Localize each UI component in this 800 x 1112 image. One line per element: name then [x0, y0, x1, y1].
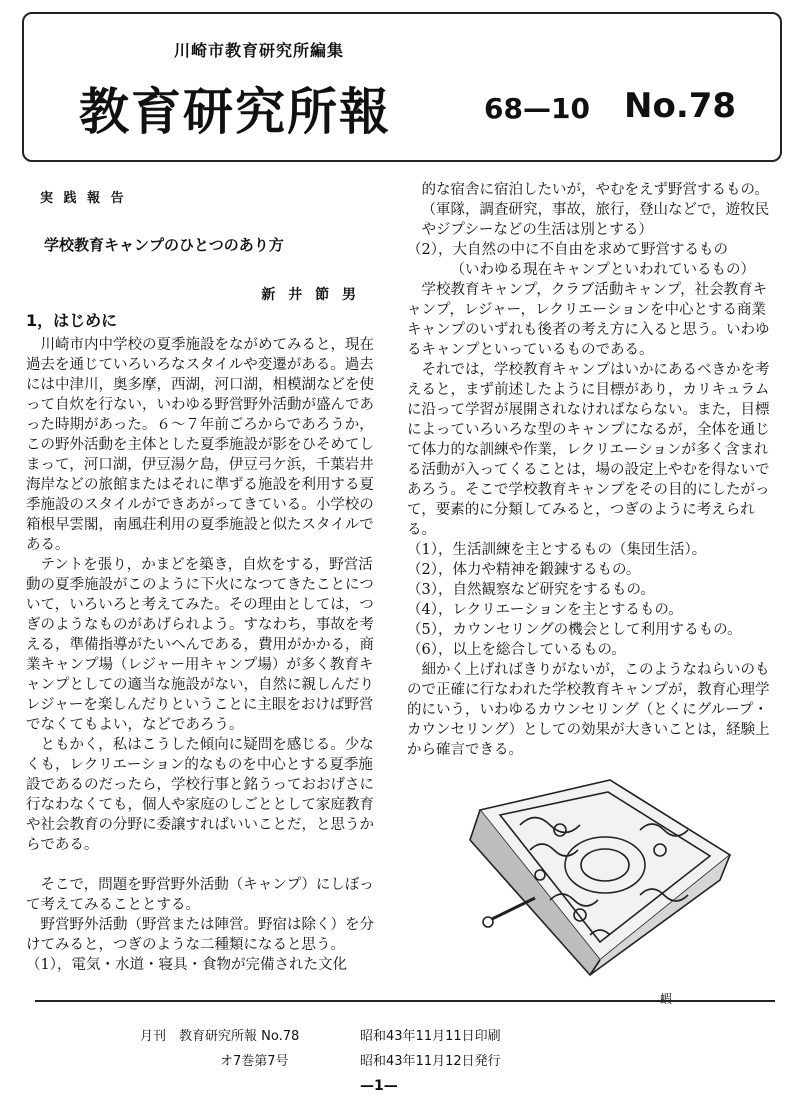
list-item: （1），電気・水道・寝具・食物が完備された文化 — [26, 957, 347, 973]
footer-print-date: 昭和43年11月11日印刷 — [360, 1029, 501, 1044]
paragraph: ともかく，私はこうした傾向に疑問を感じる。少なくも，レクリエーション的なものを中心とする夏季施設であるのだったら，学校行事と銘うっておおげさに行なわなくても，個人や家庭のしごととして家庭教育や社会教育の分野に委譲すればいいことだ，と思うからである。 — [26, 737, 374, 853]
paragraph: 細かく上げればきりがないが，このようなねらいのもので正確に行なわれた学校教育キャンプが，教育心理学的にいう，いわゆるカウンセリング（とくにグループ・カウンセリング）としての効果が大きいことは，経験上から確言できる。 — [407, 662, 770, 758]
paragraph: 的な宿舎に宿泊したいが，やむをえず野営するもの。（軍隊，調査研究，事故，旅行，登山などで，遊牧民やジプシーなどの生活は別とする） — [421, 182, 770, 238]
list-item: （4），レクリエーションを主とするもの。 — [407, 602, 683, 618]
paragraph: 野営野外活動（野営または陣営。野宿は除く）を分けてみると，つぎのような二種類になると思う。 — [26, 917, 374, 953]
list-item: （2），大自然の中に不自由を求めて野営するもの — [407, 242, 728, 258]
left-column — [26, 185, 386, 975]
footer-issue-date: 昭和43年11月12日発行 — [360, 1054, 501, 1069]
section-heading: 1，はじめに — [26, 311, 118, 330]
list-item-note: （いわゆる現在キャンプといわれているもの） — [450, 262, 755, 278]
issue-date: 68—10 — [484, 92, 590, 125]
illustration-caption: 蝦 — [660, 992, 673, 1006]
footer-volume: オ7巻第7号 — [220, 1054, 289, 1069]
list-item: （3），自然観察など研究をするもの。 — [407, 582, 655, 598]
footer-publication: 月刊 教育研究所報 No.78 — [140, 1029, 300, 1044]
issue-number: No.78 — [624, 86, 737, 126]
author-name: 新 井 節 男 — [261, 287, 360, 303]
article-title: 学校教育キャンプのひとつのあり方 — [44, 236, 284, 254]
list-item: （1），生活訓練を主とするもの（集団生活）。 — [407, 542, 707, 558]
list-item: （2），体力や精神を鍛錬するもの。 — [407, 562, 641, 578]
list-item: （5），カウンセリングの機会として利用するもの。 — [407, 622, 742, 638]
paragraph: それでは，学校教育キャンプはいかにあるべきかを考えると，まず前述したように目標があり，カリキュラムに沿って学習が展開されなければならない。また，目標によっていろいろな型のキャンプになるが，全体を通じて体力的な訓練や作業，レクリエーションが多く含まれる活動が入ってくることは，場の設定上やむを得ないであろう。そこで学校教育キャンプをその目的にしたがって，要素的に分類してみると，つぎのように考えられる。 — [407, 362, 770, 538]
publisher-label: 川崎市教育研究所編集 — [174, 41, 345, 60]
list-item: （6），以上を総合しているもの。 — [407, 642, 626, 658]
section-label: 実 践 報 告 — [40, 191, 127, 206]
ornate-box-illustration — [440, 770, 740, 980]
paragraph: テントを張り，かまどを築き，自炊をする，野営活動の夏季施設がこのように下火になつてきたことについて，いろいろと考えてみた。その理由としては，つぎのようなものがあげられよう。すなわち，事故を考える，準備指導がたいへんである，費用がかかる，商業キャンプ場（レジャー用キャンプ場）が多く教育キャンプとしての適当な施設がない，自然に親しんだりレジャーを楽しんだりということに主眼をおけば野営でなくてもよい，などであろう。 — [26, 557, 374, 733]
page-number: —1— — [360, 1078, 398, 1094]
masthead-frame — [22, 12, 782, 162]
footer-divider — [35, 1000, 775, 1002]
paragraph: そこで，問題を野営野外活動（キャンプ）にしぼって考えてみることとする。 — [26, 877, 374, 913]
right-column — [407, 180, 777, 760]
paragraph: 川崎市内中学校の夏季施設をながめてみると，現在過去を通じていろいろなスタイルや変遷がある。過去には中津川，奥多摩，西湖，河口湖，相模湖などを使って自炊を行ない，いわゆる野営野外活動が盛んであった時期があった。６～７年前ごろからであろうか，この野外活動を主体とした夏季施設が影をひそめてしまって，河口湖，伊豆湯ケ島，伊豆弓ケ浜，千葉岩井海岸などの旅館またはそれに準ずる施設を利用する夏季施設のスタイルができあがってきている。小学校の箱根早雲閣，南風荘利用の夏季施設と似たスタイルである。 — [26, 337, 374, 553]
newsletter-title: 教育研究所報 — [79, 83, 391, 141]
paragraph: 学校教育キャンプ，クラブ活動キャンプ，社会教育キャンプ，レジャー，レクリエーションを中心とする商業キャンプのいずれも後者の考え方に入ると思う。いわゆるキャンプといっているものである。 — [407, 282, 770, 358]
